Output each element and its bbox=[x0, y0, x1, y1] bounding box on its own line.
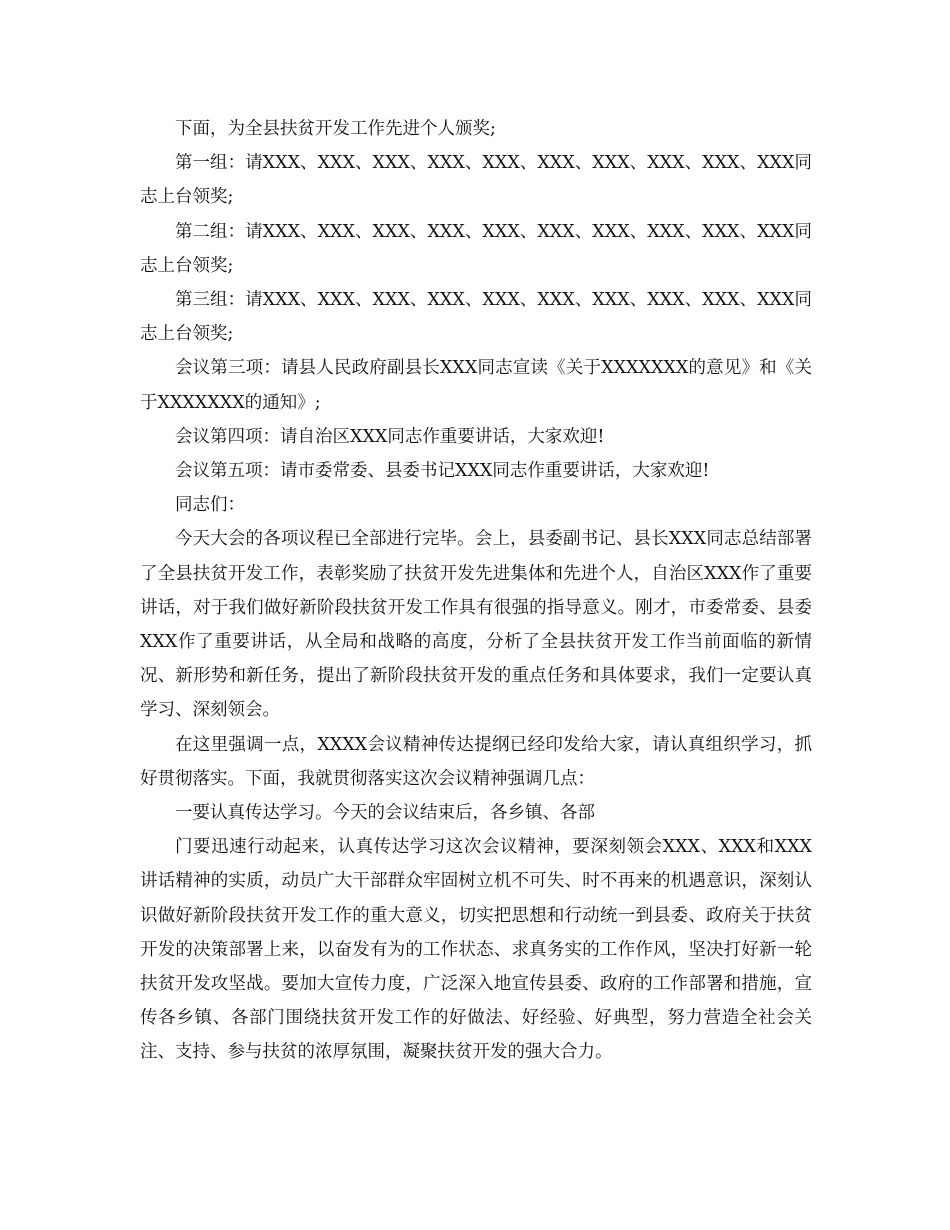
paragraph-award-intro: 下面，为全县扶贫开发工作先进个人颁奖; bbox=[175, 119, 496, 139]
paragraph-meeting-summary: 今天大会的各项议程已全部进行完毕。会上，县委副书记、县长XXX同志总结部署了全县扶贫开发工作，表彰奖励了扶贫开发先进集体和先进个人，自治区XXX作了重要讲话，对于我们做好新阶段扶贫开发工作具有很强的指导意义。刚才，市委常委、县委XXX作了重要讲话，从全局和战略的高度，分析了全县扶贫开发工作当前面临的新情况、新形势和新任务，提出了新阶段扶贫开发的重点任务和具体要求，我们一定要认真学习、深刻领会。 bbox=[140, 529, 812, 721]
paragraph-emphasis: 在这里强调一点，XXXX会议精神传达提纲已经印发给大家，请认真组织学习，抓好贯彻落实。下面，我就贯彻落实这次会议精神强调几点： bbox=[140, 734, 812, 789]
document-body bbox=[140, 112, 812, 1070]
paragraph-group-three: 第三组：请XXX、XXX、XXX、XXX、XXX、XXX、XXX、XXX、XXX、XXX同志上台领奖; bbox=[140, 290, 812, 345]
paragraph-point-one-heading: 一要认真传达学习。今天的会议结束后，各乡镇、各部 bbox=[175, 803, 595, 824]
paragraph-point-one-body: 门要迅速行动起来，认真传达学习这次会议精神，要深刻领会XXX、XXX和XXX讲话精神的实质，动员广大干部群众牢固树立机不可失、时不再来的机遇意识，深刻认识做好新阶段扶贫开发工作的重大意义，切实把思想和行动统一到县委、政府关于扶贫开发的决策部署上来，以奋发有为的工作状态、求真务实的工作作风，坚决打好新一轮扶贫开发攻坚战。要加大宣传力度，广泛深入地宣传县委、政府的工作部署和措施，宣传各乡镇、各部门围绕扶贫开发工作的好做法、好经验、好典型，努力营造全社会关注、支持、参与扶贫的浓厚氛围，凝聚扶贫开发的强大合力。 bbox=[140, 837, 812, 1063]
paragraph-group-two: 第二组：请XXX、XXX、XXX、XXX、XXX、XXX、XXX、XXX、XXX、XXX同志上台领奖; bbox=[140, 221, 812, 276]
paragraph-group-one: 第一组：请XXX、XXX、XXX、XXX、XXX、XXX、XXX、XXX、XXX、XXX同志上台领奖; bbox=[140, 153, 812, 208]
paragraph-salutation: 同志们： bbox=[175, 495, 245, 516]
paragraph-agenda-item-four: 会议第四项：请自治区XXX同志作重要讲话，大家欢迎! bbox=[175, 426, 605, 447]
paragraph-agenda-item-five: 会议第五项：请市委常委、县委书记XXX同志作重要讲话，大家欢迎! bbox=[175, 461, 710, 482]
paragraph-agenda-item-three: 会议第三项：请县人民政府副县长XXX同志宣读《关于XXXXXXX的意见》和《关于XXXXXXX的通知》; bbox=[140, 358, 812, 413]
